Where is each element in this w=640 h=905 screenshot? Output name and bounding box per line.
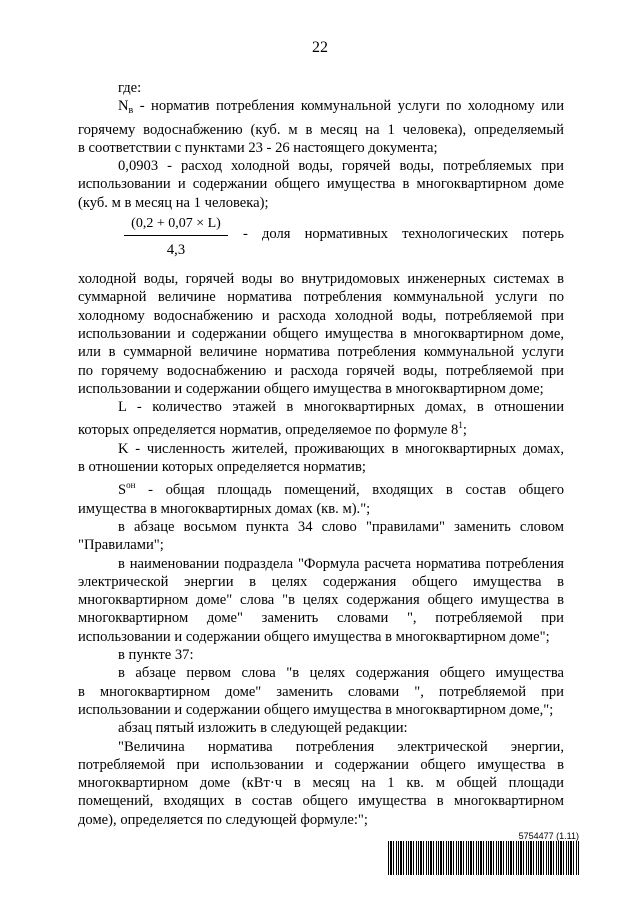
text-line: по горячему водоснабжению и расхода горячей воды, потребляемой при: [78, 362, 564, 379]
text-line: электрической энергии в целях содержания общего имущества в: [78, 573, 564, 590]
text-line: потребляемой при использовании и содержании общего имущества в: [78, 756, 564, 773]
text-fragment: которых определяется норматив, определяемое по формуле 8: [78, 422, 459, 439]
text-line: "Величина норматива потребления электрической энергии,: [118, 738, 564, 755]
text-line: доме), определяется по следующей формуле:";: [78, 811, 368, 828]
text-line: (куб. м в месяц на 1 человека);: [78, 194, 269, 211]
text-line: многоквартирном доме (кВт·ч в месяц на 1 кв. м общей площади: [78, 775, 564, 792]
text-line: в наименовании подраздела "Формула расчета норматива потребления: [118, 555, 564, 572]
symbol: N: [118, 98, 129, 115]
document-code: 5754477 (1.11): [518, 831, 579, 841]
text-line: в пункте 37:: [118, 647, 194, 664]
text-line: абзац пятый изложить в следующей редакции:: [118, 720, 408, 737]
text-line: [78, 476, 564, 499]
text-line: использовании и содержании общего имущества в многоквартирном доме";: [78, 628, 550, 645]
text-line: суммарной величине норматива потребления коммунальной услуги по: [78, 289, 564, 306]
fraction-description: - доля нормативных технологических потерь: [243, 226, 564, 243]
superscript: 1: [458, 420, 463, 431]
text-line: в многоквартирном доме" заменить словами ", потребляемой при: [78, 683, 564, 700]
text-line: многоквартирном доме" заменить словами ", потребляемой при: [78, 610, 564, 627]
text-line: многоквартирном доме" слова "в целях содержания общего имущества в: [78, 592, 564, 609]
text-line: имущества в многоквартирных домах (кв. м).";: [78, 500, 371, 517]
text-fragment: - общая площадь помещений, входящих в состав общего: [135, 482, 564, 499]
subscript: в: [128, 105, 134, 117]
text-line: холодной воды, горячей воды во внутридомовых инженерных системах в: [78, 271, 564, 288]
text-line: холодному водоснабжению и расхода холодной воды, потребляемой при: [78, 307, 564, 324]
text-line: 0,0903 - расход холодной воды, горячей воды, потребляемых при: [118, 158, 564, 175]
fraction-denominator: 4,3: [166, 242, 186, 259]
text-line: в абзаце первом слова "в целях содержания общего имущества: [118, 665, 564, 682]
text-line: в отношении которых определяется норматив;: [78, 459, 366, 476]
text-line: помещений, входящих в состав общего имущества в многоквартирном: [78, 793, 564, 810]
text-fragment: - норматив потребления коммунальной услуги по холодному или: [133, 98, 564, 115]
text-fragment: ;: [462, 422, 467, 439]
formula-fraction-block: [78, 212, 564, 270]
fraction-numerator: (0,2 + 0,07 × L): [131, 216, 221, 232]
text-line: "Правилами";: [78, 537, 164, 554]
text-line: горячему водоснабжению (куб. м в месяц на 1 человека), определяемый: [78, 121, 564, 138]
text-line: в абзаце восьмом пункта 34 слово "правилами" заменить словом: [118, 518, 564, 535]
text-line: использовании и содержании общего имущества в многоквартирном доме: [78, 176, 564, 193]
symbol: S: [118, 482, 127, 499]
text-line: использовании и содержании общего имущества в многоквартирном доме,";: [78, 701, 554, 718]
text-line: K - численность жителей, проживающих в многоквартирных домах,: [118, 440, 564, 457]
text-line: где:: [118, 80, 142, 96]
text-line: [78, 97, 564, 120]
superscript: он: [126, 480, 136, 491]
text-line: L - количество этажей в многоквартирных домах, в отношении: [118, 399, 564, 416]
barcode: [388, 841, 580, 875]
text-line: использовании и содержании общего имущества в многоквартирном доме;: [78, 380, 544, 397]
page-number: 22: [312, 39, 328, 56]
text-line: [78, 416, 564, 439]
document-body: [78, 79, 564, 829]
text-line: или в суммарной величине норматива потребления коммунальной услуги: [78, 344, 564, 361]
text-line: в соответствии с пунктами 23 - 26 настоящего документа;: [78, 139, 438, 156]
fraction: [120, 215, 232, 260]
text-line: использовании и содержании общего имущества в многоквартирном доме,: [78, 325, 564, 342]
